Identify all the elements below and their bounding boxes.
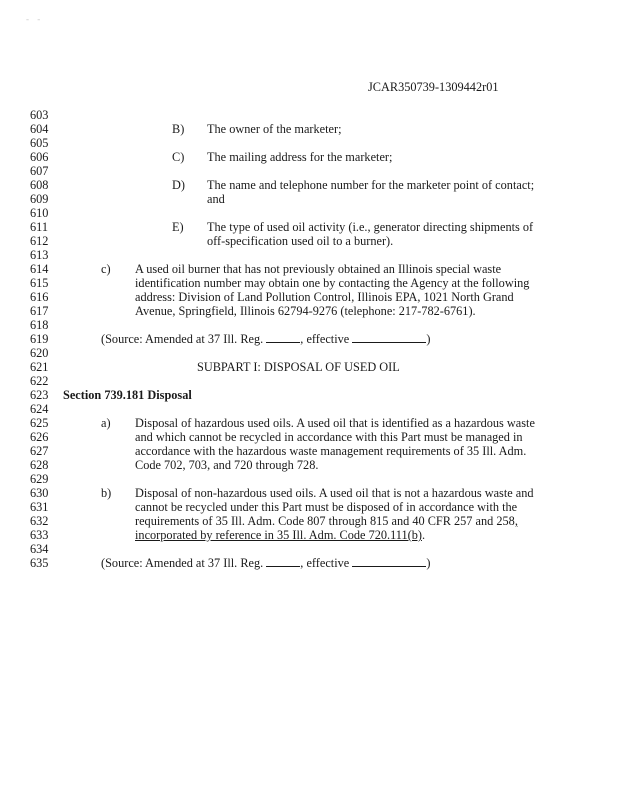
line-number: 614 [30,262,49,276]
paragraph-a-line-3: accordance with the hazardous waste management requirements of 35 Ill. Adm. [135,444,527,458]
line-number: 624 [30,402,49,416]
line-number: 607 [30,164,49,178]
source-note-2-suffix: ) [426,556,431,570]
line-number: 625 [30,416,49,430]
paragraph-b-line-4-end: . [421,528,426,542]
line-number: 616 [30,290,49,304]
line-number: 626 [30,430,49,444]
paragraph-c-line-3: address: Division of Land Pollution Control, Illinois EPA, 1021 North Grand [135,290,514,304]
reg-blank-2 [266,556,300,567]
item-c-label: C) [172,150,185,164]
line-number: 617 [30,304,49,318]
scan-mark: - - [26,14,44,24]
line-number: 620 [30,346,49,360]
paragraph-b-line-4 [135,528,425,542]
line-number: 622 [30,374,49,388]
paragraph-c-line-1: A used oil burner that has not previously obtained an Illinois special waste [135,262,502,276]
line-number: 604 [30,122,49,136]
line-number: 632 [30,514,49,528]
item-c-text: The mailing address for the marketer; [207,150,393,164]
source-note-2-middle: , effective [300,556,353,570]
line-number: 631 [30,500,49,514]
effective-blank-1 [352,332,426,343]
document-header-code: JCAR350739-1309442r01 [368,80,499,94]
line-number: 610 [30,206,49,220]
line-number: 634 [30,542,49,556]
source-note-1-suffix: ) [426,332,431,346]
paragraph-c-line-2: identification number may obtain one by contacting the Agency at the following [135,276,530,290]
paragraph-a-line-2: and which cannot be recycled in accordance with this Part must be managed in [135,430,523,444]
paragraph-a-label: a) [101,416,111,430]
line-number: 629 [30,472,49,486]
line-number: 606 [30,150,49,164]
paragraph-b-line-3 [135,514,518,528]
reg-blank-1 [266,332,300,343]
line-number: 605 [30,136,49,150]
source-note-2-prefix: (Source: Amended at 37 Ill. Reg. [101,556,267,570]
source-note-1-middle: , effective [300,332,353,346]
paragraph-b-line-1: Disposal of non-hazardous used oils. A used oil that is not a hazardous waste and [135,486,534,500]
line-number: 621 [30,360,49,374]
item-b-text: The owner of the marketer; [207,122,342,136]
paragraph-b-line-2: cannot be recycled under this Part must be disposed of in accordance with the [135,500,518,514]
line-number: 613 [30,248,49,262]
item-e-label: E) [172,220,184,234]
item-b-label: B) [172,122,185,136]
line-number: 635 [30,556,49,570]
line-number: 609 [30,192,49,206]
paragraph-c-label: c) [101,262,111,276]
effective-blank-2 [352,556,426,567]
section-heading: Section 739.181 Disposal [63,388,192,402]
item-d-text-line-2: and [207,192,225,206]
incorporated-by-reference-text: incorporated by reference in 35 Ill. Adm. Code 720.111(b) [135,528,422,542]
item-e-text-line-2: off-specification used oil to a burner). [207,234,394,248]
source-note-1-prefix: (Source: Amended at 37 Ill. Reg. [101,332,267,346]
line-number: 630 [30,486,49,500]
source-note-1 [101,332,430,346]
paragraph-c-line-4: Avenue, Springfield, Illinois 62794-9276 (telephone: 217-782-6761). [135,304,476,318]
item-e-text-line-1: The type of used oil activity (i.e., generator directing shipments of [207,220,534,234]
line-number: 608 [30,178,49,192]
paragraph-b-label: b) [101,486,112,500]
line-number: 612 [30,234,49,248]
paragraph-b-line-3-underlined: , [514,514,518,528]
line-number: 611 [30,220,48,234]
line-number: 618 [30,318,49,332]
paragraph-b-line-3-text: requirements of 35 Ill. Adm. Code 807 through 815 and 40 CFR 257 and 258 [135,514,515,528]
item-d-label: D) [172,178,185,192]
item-d-text-line-1: The name and telephone number for the marketer point of contact; [207,178,535,192]
subpart-heading: SUBPART I: DISPOSAL OF USED OIL [197,360,400,374]
source-note-2 [101,556,430,570]
line-number: 628 [30,458,49,472]
paragraph-a-line-4: Code 702, 703, and 720 through 728. [135,458,319,472]
line-number: 633 [30,528,49,542]
line-number: 615 [30,276,49,290]
line-number: 627 [30,444,49,458]
line-number: 603 [30,108,49,122]
line-number: 623 [30,388,49,402]
line-number: 619 [30,332,49,346]
paragraph-a-line-1: Disposal of hazardous used oils. A used oil that is identified as a hazardous waste [135,416,535,430]
